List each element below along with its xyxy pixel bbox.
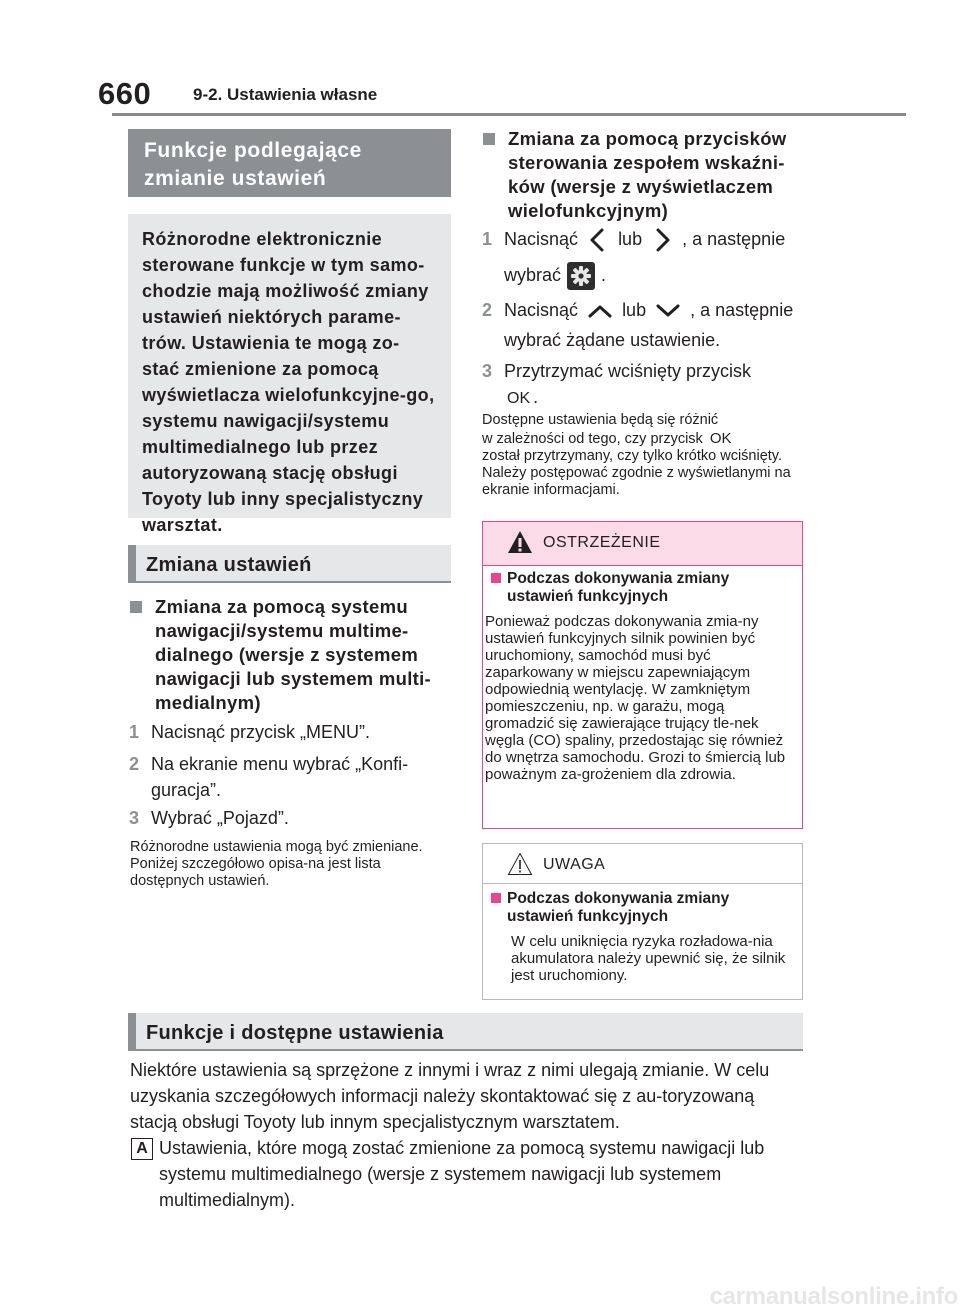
heading-underline [128,1049,803,1051]
functions-heading: Funkcje podlegające zmianie ustawień [128,129,451,197]
chevron-left-icon [583,227,613,253]
caution-header [483,844,802,884]
step-text: Nacisnąć [504,229,579,249]
column-a-description: Ustawienia, które mogą zostać zmienione za pomocą systemu nawigacji lub systemu multimedialnego (wersje z systemem nawigacji lub systemem multimedialnym). [159,1138,765,1210]
meter-note-line1: Dostępne ustawienia będą się różnić [482,412,719,428]
step-text: Nacisnąć [504,300,579,320]
nav-note: Różnorodne ustawienia mogą być zmieniane. Poniżej szczegółowo opisa-na jest lista dostępnych ustawień. [130,839,423,889]
ok-button-symbol: OK [709,430,732,447]
settings-gear-icon [566,261,596,291]
or-text: lub [618,229,643,249]
caution-label: UWAGA [543,856,606,873]
warning-body: Ponieważ podczas dokonywania zmia-ny ustawień funkcyjnych silnik powinien być uruchomiony, samochód musi być zaparkowany w miejscu zapewniającym odpowiednią wentylację. W zamkniętym pomieszczeniu, np. w garażu, mogą gromadzić się zawierające trujący tle-nek węgla (CO) spaliny, przedostając się również do wnętrza samochodu. Grozi to śmiercią lub poważnym za-grożeniem dla zdrowia. [485,613,786,783]
step-text: wybrać żądane ustawienie. [504,330,721,350]
step-number: 2 [129,754,140,774]
step-number: 1 [482,229,493,249]
meter-method-heading-text: Zmiana za pomocą przycisków sterowania zespołem wskaźni-ków (wersje z wyświetlaczem wielofunkcyjnym) [508,128,787,221]
step-text: Przytrzymać wciśnięty przycisk [504,361,752,381]
nav-method-heading-text: Zmiana za pomocą systemu nawigacji/systemu multime-dialnego (wersje z systemem nawigacji lub systemem multi-medialnym) [155,596,431,713]
caution-box [482,843,803,1000]
step-number: 1 [129,722,140,742]
caution-subheading: Podczas dokonywania zmiany ustawień funkcyjnych [491,890,791,926]
caution-triangle-icon [507,852,533,876]
bullet-square [491,573,501,583]
warning-triangle-icon [507,530,533,554]
meter-step-2-cont [482,327,805,353]
meter-note-rest: został przytrzymany, czy tylko krótko wciśnięty. Należy postępować zgodnie z wyświetlanymi na ekranie informacjami. [482,448,791,498]
nav-method-heading [130,595,452,715]
chevron-up-icon [583,300,617,322]
bullet-square [130,601,142,613]
bullet-square [491,893,501,903]
step-number: 2 [482,300,493,320]
meter-step-1 [482,226,805,253]
nav-step-2 [129,751,451,803]
chevron-right-icon [647,227,677,253]
or-text: lub [622,300,647,320]
chevron-down-icon [651,300,685,322]
step-text-cont: , a następnie [682,229,786,249]
intro-box: Różnorodne elektronicznie sterowane funkcje w tym samo-chodzie mają możliwość zmiany ustawień niektórych parame-trów. Ustawienia te mogą zo-stać zmienione za pomocą wyświetlacza wielofunkcyjne-go, systemu nawigacji/systemu multimedialnego lub przez autoryzowaną stację obsługi Toyoty lub inny specjalistyczny warsztat. [128,214,451,518]
nav-step-3 [129,805,451,831]
section-title: 9-2. Ustawienia własne [193,85,378,104]
page-header [0,0,960,118]
caution-body: W celu uniknięcia ryzyka rozładowa-nia akumulatora należy upewnić się, że silnik jest uruchomiony. [511,933,786,984]
meter-step-3-cont: OK . [482,384,805,413]
warning-label: OSTRZEŻENIE [543,534,661,551]
warning-box [482,521,803,829]
step-number: 3 [129,808,140,828]
step-text: Na ekranie menu wybrać „Konfi-guracja”. [151,754,409,800]
bullet-square [483,133,495,145]
step-text: wybrać [504,264,562,285]
heading-underline [128,581,451,583]
step-number: 3 [482,361,493,381]
step-text: Wybrać „Pojazd”. [151,808,289,828]
nav-step-1 [129,719,451,745]
meter-step-3 [482,358,805,384]
step-text: Nacisnąć przycisk „MENU”. [151,722,371,742]
meter-step-2 [482,297,805,323]
header-divider [112,113,906,116]
settings-paragraph: Niektóre ustawienia są sprzężone z innymi i wraz z nimi ulegają zmianie. W celu uzyskania szczegółowych informacji należy skontaktować się z au-toryzowaną stacją obsługi Toyoty lub innym specjalistycznym warsztatem. [130,1060,770,1132]
meter-note-line2: w zależności od tego, czy przycisk OK [482,429,804,448]
warning-subheading: Podczas dokonywania zmiany ustawień funkcyjnych [491,570,791,606]
meter-note [482,412,804,499]
meter-method-heading [483,127,805,223]
available-settings-heading: Funkcje i dostępne ustawienia [128,1013,803,1051]
warning-header [483,522,802,566]
page-number: 660 [98,76,152,111]
step-text-cont: , a następnie [690,300,794,320]
change-settings-heading: Zmiana ustawień [128,545,451,583]
column-a-marker: A [131,1138,153,1160]
ok-button-symbol: OK [507,390,531,407]
meter-step-1-cont: wybrać . [482,261,805,291]
watermark: carmanualsonline.info [709,1283,958,1310]
